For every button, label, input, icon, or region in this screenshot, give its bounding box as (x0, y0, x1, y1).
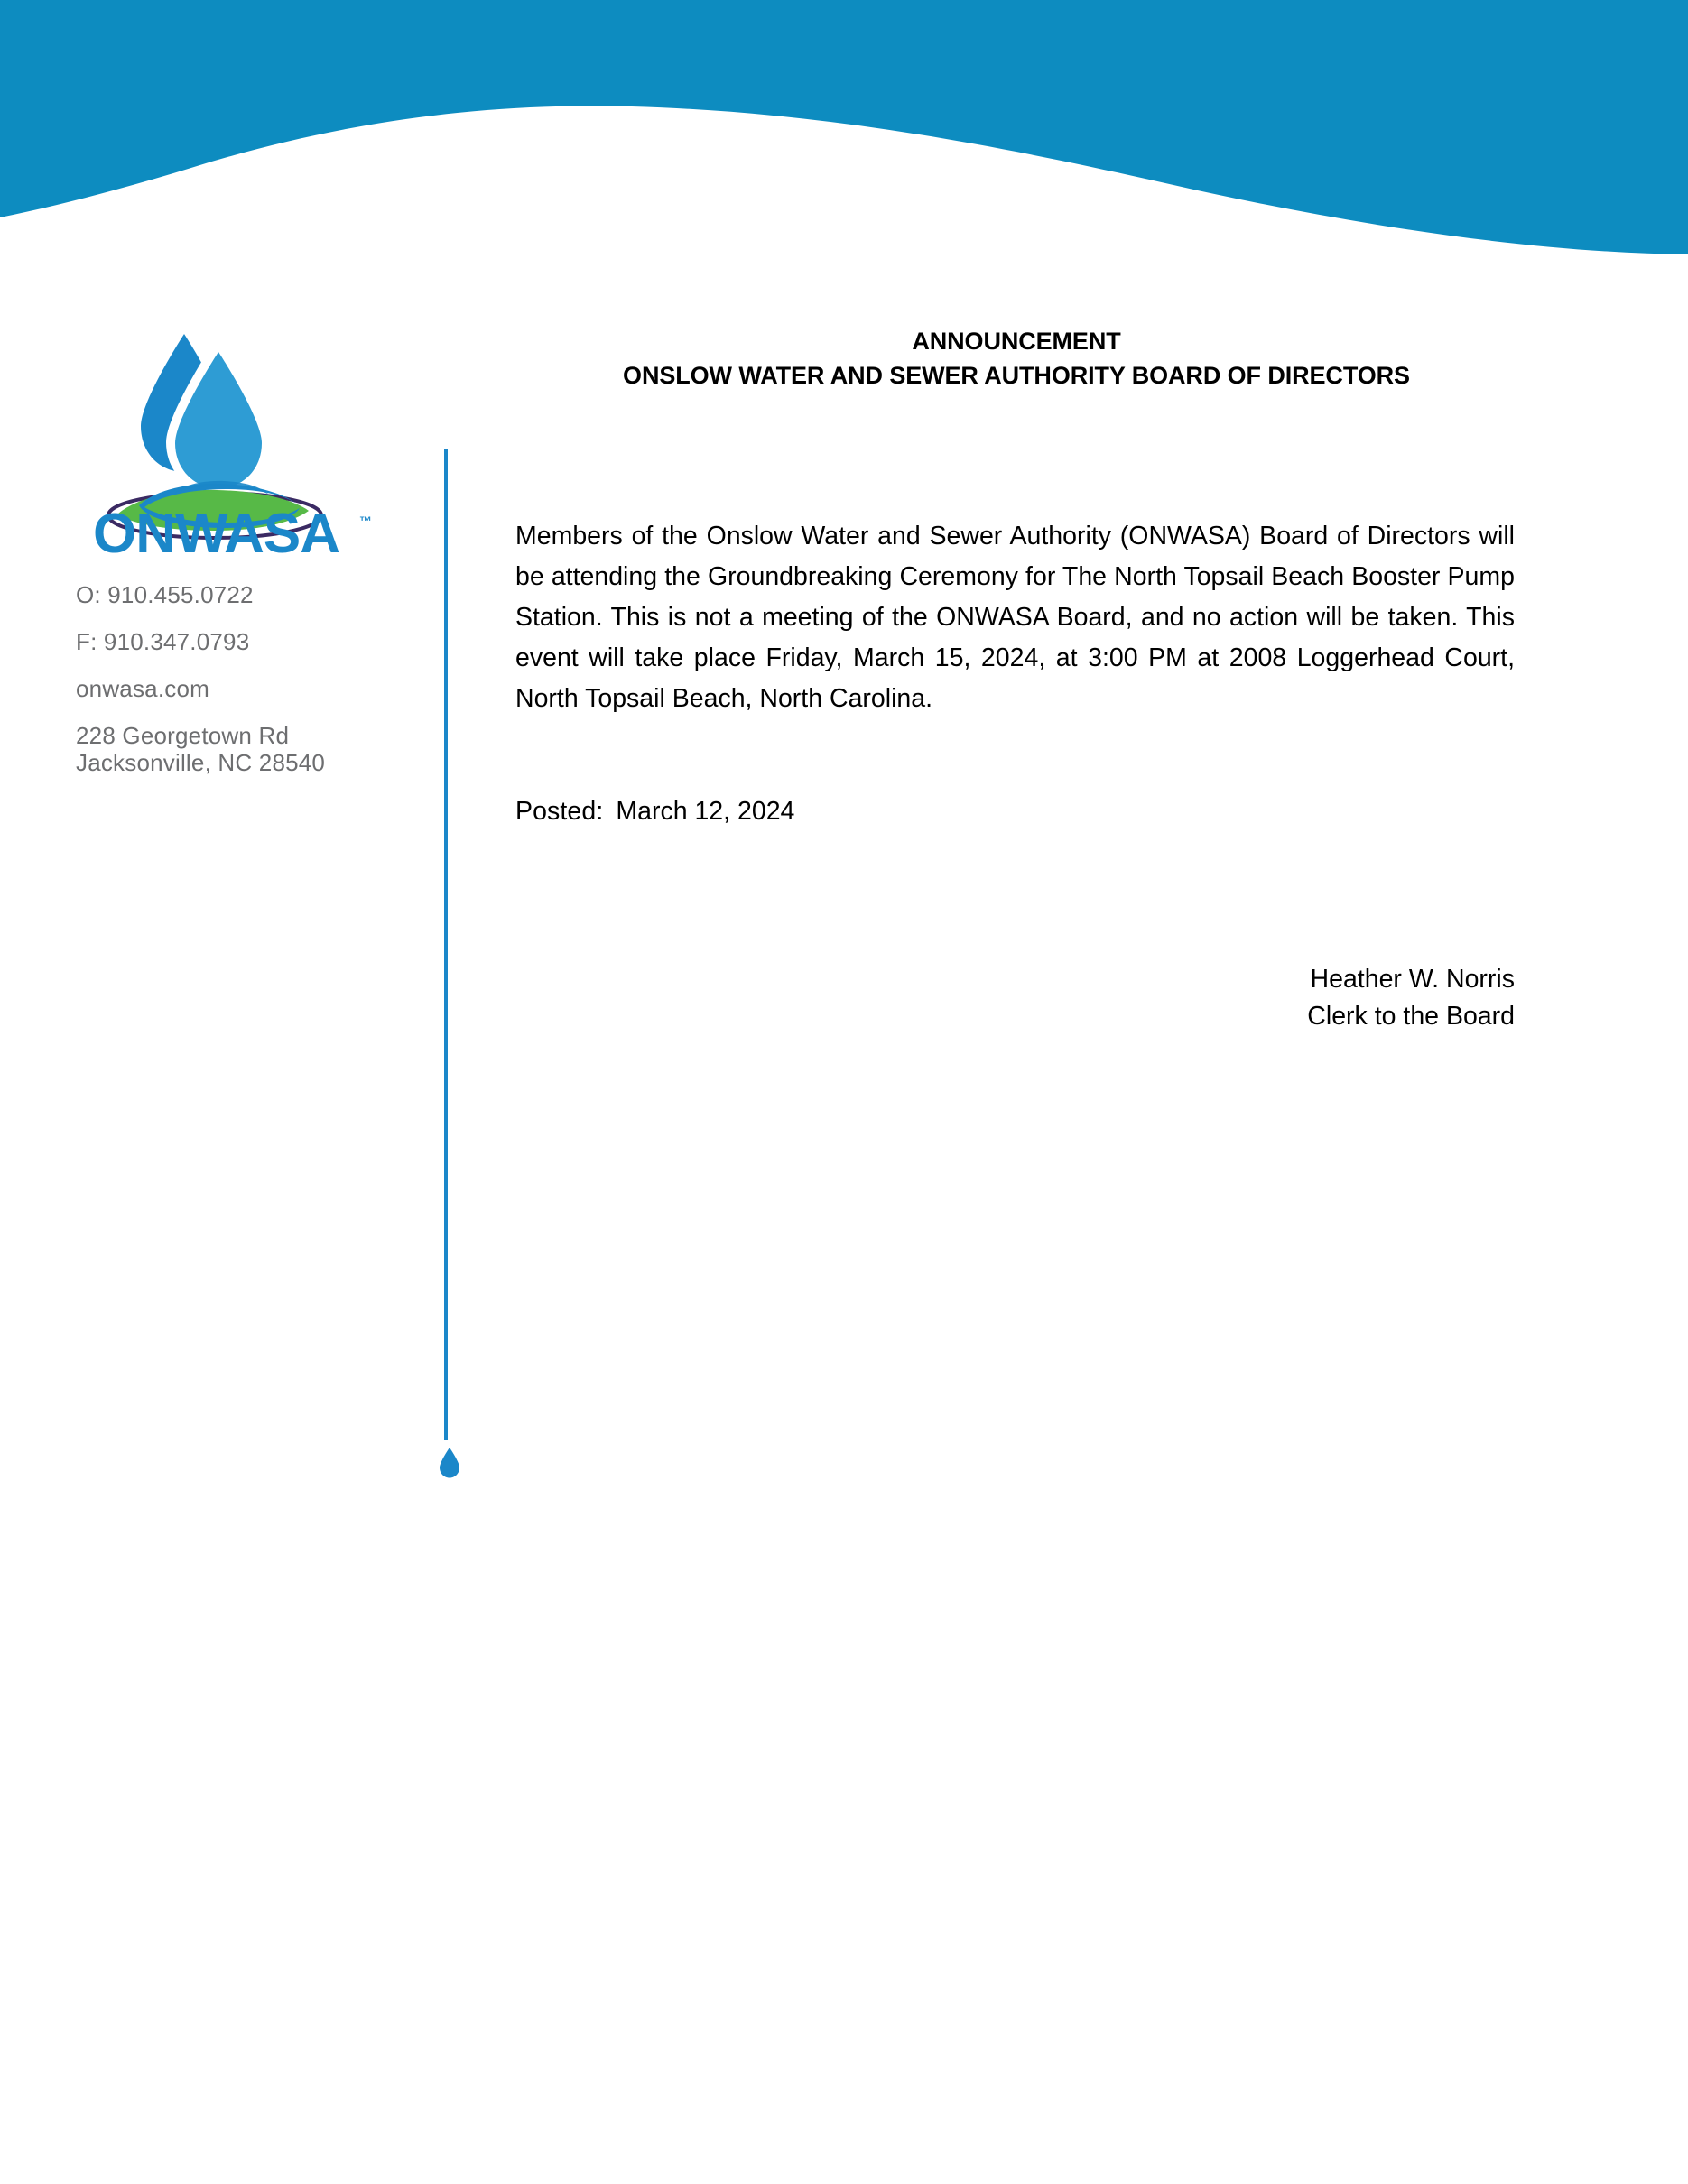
divider-rule (444, 449, 448, 1440)
posted-date: March 12, 2024 (616, 796, 795, 826)
water-drop-logo-icon (88, 325, 386, 560)
signature-name: Heather W. Norris (1310, 964, 1515, 994)
page-title (552, 325, 1481, 393)
signature-block (515, 961, 1515, 1036)
wave-banner-icon (0, 0, 1688, 271)
title-line-1: ANNOUNCEMENT (912, 328, 1121, 355)
website-link[interactable]: onwasa.com (76, 675, 209, 702)
contact-info (76, 583, 433, 774)
title-line-2: ONSLOW WATER AND SEWER AUTHORITY BOARD OF DIRECTORS (623, 361, 1410, 389)
header-wave-banner (0, 0, 1688, 271)
water-droplet-icon (439, 1448, 460, 1478)
posted-date-line (515, 794, 1517, 830)
identity-column (54, 325, 433, 774)
address-city-state-zip: Jacksonville, NC 28540 (76, 749, 326, 776)
divider-droplet (439, 1448, 460, 1478)
onwasa-wordmark: ONWASA (93, 503, 339, 560)
announcement-body: Members of the Onslow Water and Sewer Authority (ONWASA) Board of Directors will be attending the Groundbreaking Ceremony for The North Topsail Beach Booster Pump Station. This is not a meeting of the ONWASA Board, and no action will be taken. This event will take place Friday, March 15, 2024, at 3:00 PM at 2008 Loggerhead Court, North Topsail Beach, North Carolina. (515, 521, 1515, 713)
trademark-symbol: ™ (359, 514, 372, 528)
address-street: 228 Georgetown Rd (76, 722, 290, 749)
main-content (515, 325, 1517, 1035)
posted-label: Posted: (515, 796, 604, 826)
onwasa-logo (88, 325, 413, 560)
onwasa-logo-mark (88, 325, 386, 560)
fax-number: F: 910.347.0793 (76, 628, 250, 655)
vertical-divider (439, 449, 475, 1487)
office-phone: O: 910.455.0722 (76, 581, 254, 608)
signature-role: Clerk to the Board (1307, 1001, 1515, 1031)
